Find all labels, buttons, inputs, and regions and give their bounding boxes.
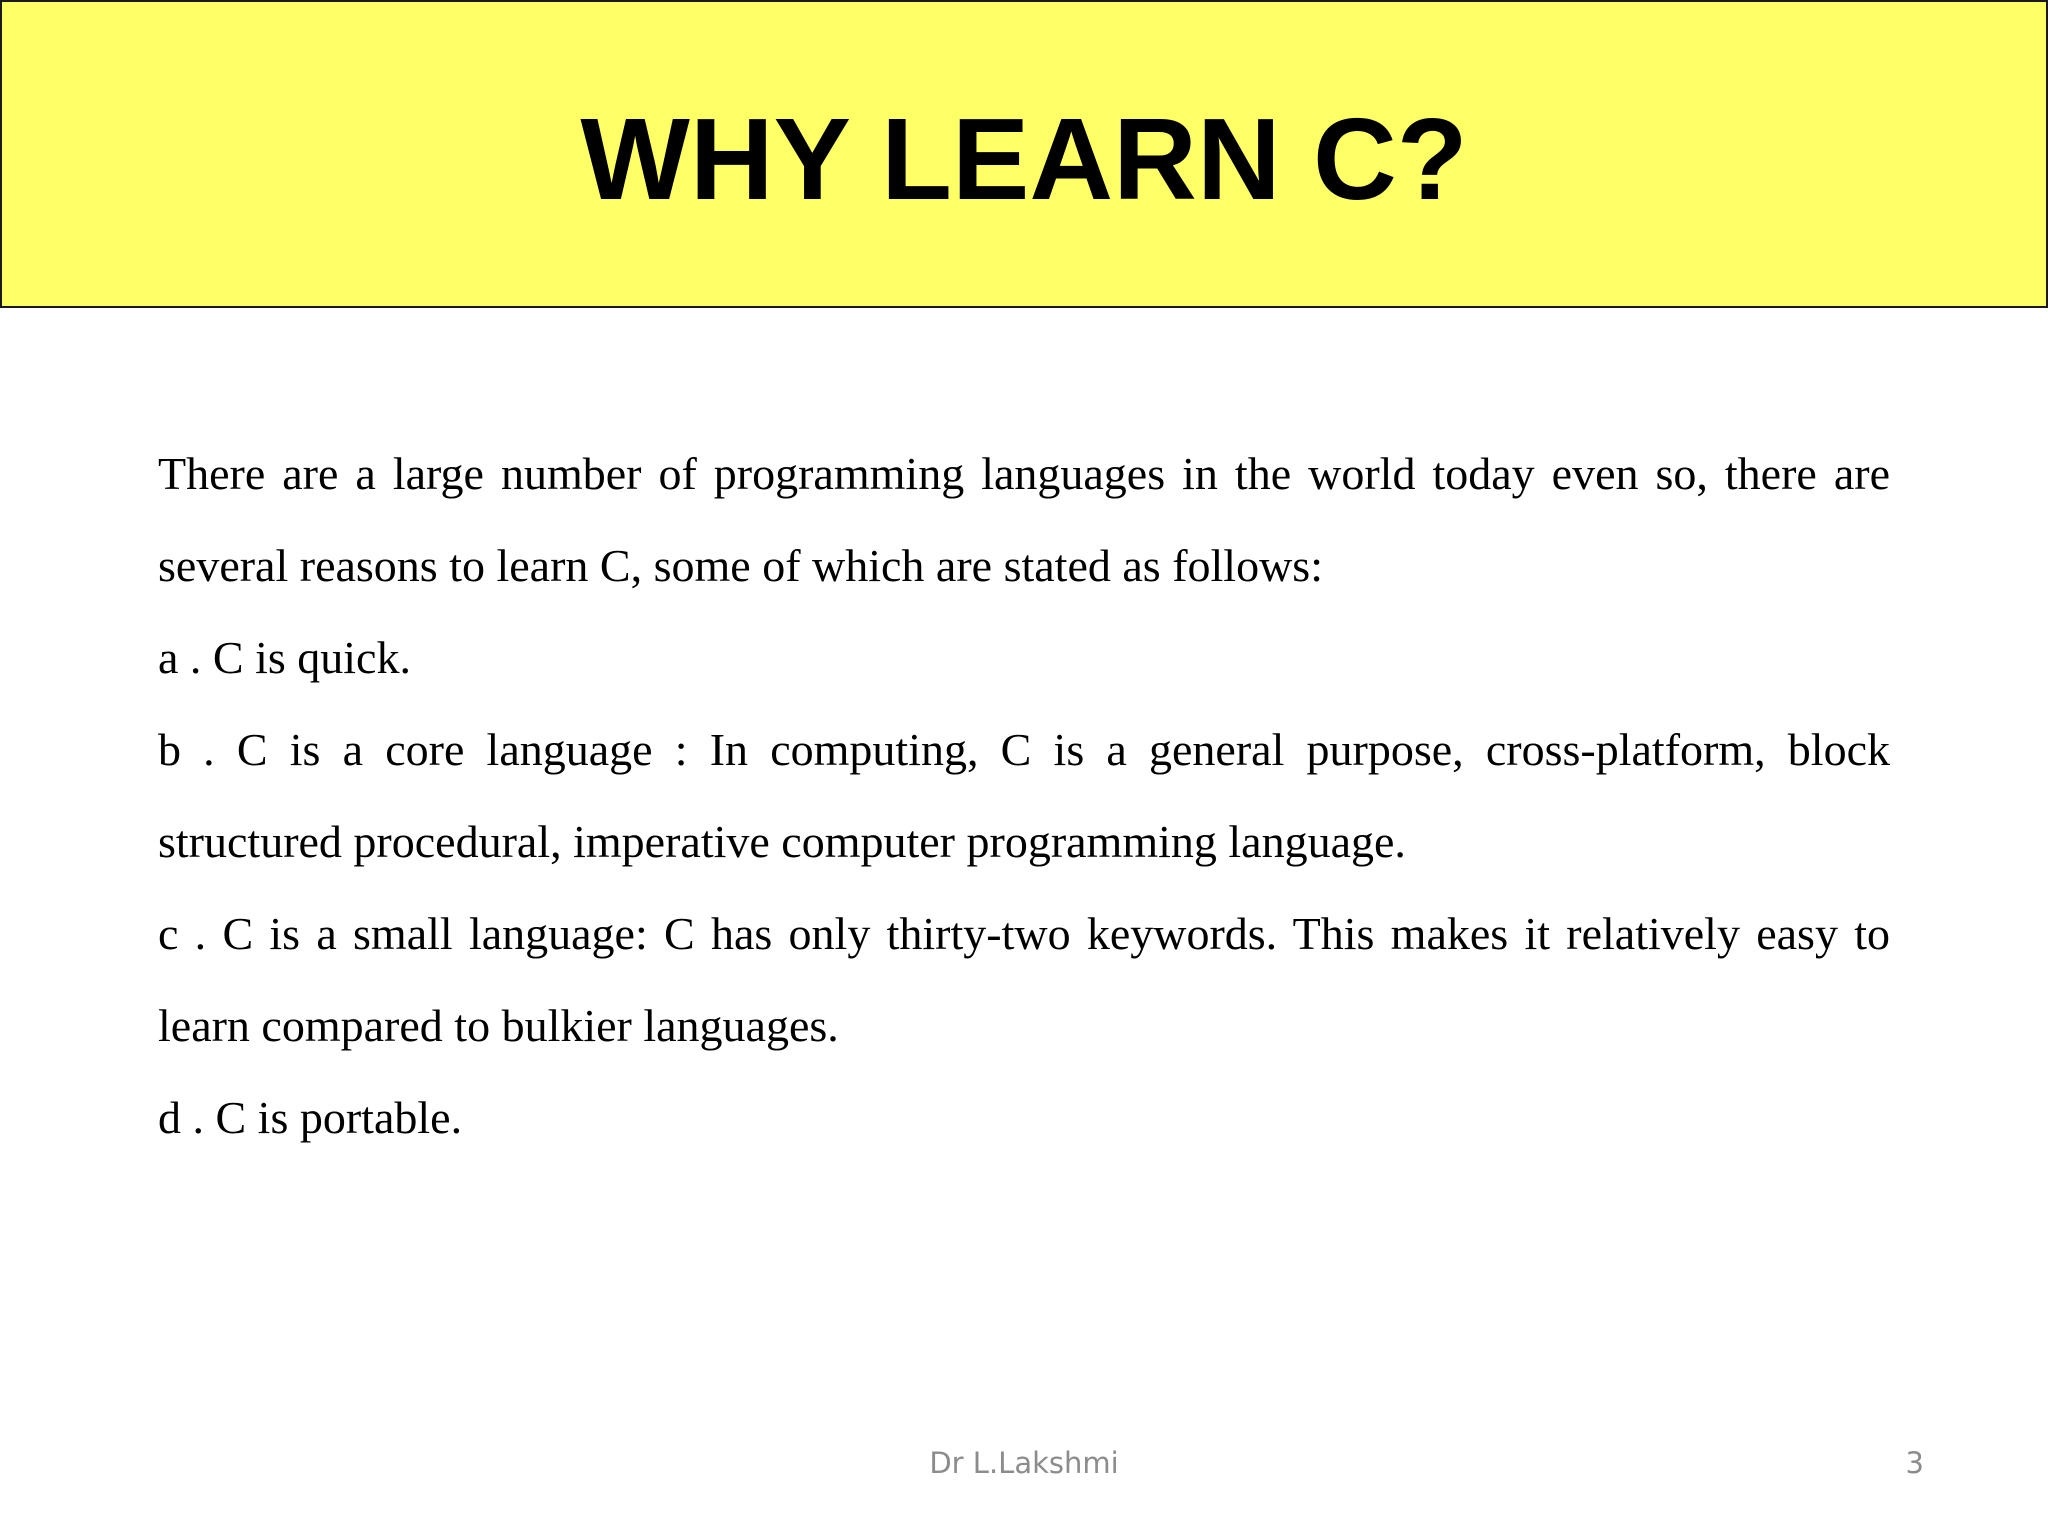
list-item-c: c . C is a small language: C has only thirty-two keywords. This makes it relatively easy to learn compared to bulkier languages. <box>158 908 1890 1051</box>
footer-author: Dr L.Lakshmi <box>929 1446 1119 1480</box>
page-number: 3 <box>1905 1446 1924 1480</box>
list-item-a: a . C is quick. <box>158 632 411 683</box>
title-band <box>0 0 2048 308</box>
intro-paragraph: There are a large number of programming languages in the world today even so, there are several reasons to learn C, some of which are stated as follows: <box>158 448 1890 591</box>
slide-title: WHY LEARN C? <box>580 94 1468 224</box>
list-item-b: b . C is a core language : In computing, C is a general purpose, cross-platform, block structured procedural, imperative computer programming language. <box>158 724 1890 867</box>
list-item-d: d . C is portable. <box>158 1092 463 1143</box>
slide-body <box>158 428 1890 1164</box>
